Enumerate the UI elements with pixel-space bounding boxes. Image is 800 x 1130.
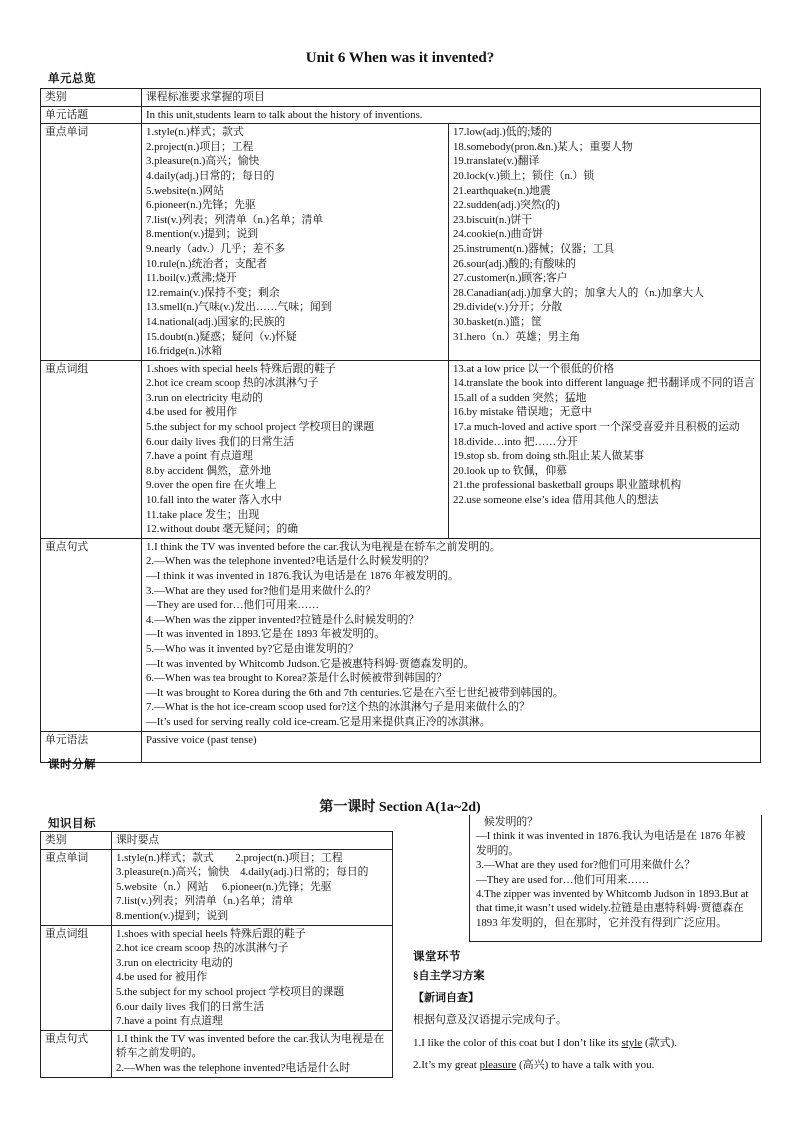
lesson-vocab-cell — [112, 849, 393, 925]
list-item: 6.our daily lives 我们的日常生活 — [116, 1000, 265, 1013]
list-item: 24.cookie(n.)曲奇饼 — [453, 228, 543, 241]
question-1-hint: (款式). — [642, 1037, 678, 1049]
list-item: 1.I think the TV was invented before the car.我认为电视是在轿车之前发明的。 — [146, 540, 501, 553]
list-item: 7.—What is the hot ice-cream scoop used for?这个热的冰淇淋勺子是用来做什么的？ — [146, 701, 530, 714]
list-item: 5.the subject for my school project 学校项目的课题 — [116, 985, 345, 998]
list-item: 16.fridge(n.)冰箱 — [146, 345, 223, 358]
list-item: 11.take place 发生；出现 — [146, 508, 260, 521]
list-item: 3.pleasure(n.)高兴；愉快 4.daily(adj.)日常的；每日的 — [116, 866, 369, 879]
list-item: 1.style(n.)样式；款式 — [146, 126, 244, 139]
continued-sentence-box — [469, 815, 762, 942]
question-1 — [413, 1036, 677, 1051]
list-item: 6.—When was tea brought to Korea?茶是什么时候被带到韩国的？ — [146, 672, 448, 685]
list-item: 2.hot ice cream scoop 热的冰淇淋勺子 — [116, 942, 289, 955]
list-item: 3.—What are they used for?他们是用来做什么的？ — [146, 584, 376, 597]
list-item: 14.national(adj.)国家的;民族的 — [146, 315, 286, 328]
list-item: 25.instrument(n.)器械；仪器；工具 — [453, 242, 615, 255]
list-item: 4.be used for 被用作 — [146, 406, 238, 419]
grammar-label: 单元语法 — [41, 731, 142, 762]
list-item: 5.the subject for my school project 学校项目的课题 — [146, 421, 375, 434]
list-item: 14.translate the book into different language 把书翻译成不同的语言 — [453, 377, 755, 390]
phrase-label: 重点词组 — [41, 360, 142, 538]
list-item: 4.be used for 被用作 — [116, 971, 208, 984]
list-item: 3.pleasure(n.)高兴；愉快 — [146, 155, 260, 168]
grammar-text: Passive voice (past tense) — [142, 731, 761, 762]
list-item: 20.lock(v.)锁上；锁住（n.）锁 — [453, 169, 595, 182]
list-item: 31.hero（n.）英雄；男主角 — [453, 330, 581, 343]
list-item: 19.translate(v.)翻译 — [453, 155, 540, 168]
lesson-table — [40, 831, 393, 1078]
overview-table — [40, 88, 761, 763]
lesson-sentence-label: 重点句式 — [41, 1030, 112, 1077]
list-item: 8.mention(v.)提到；说到 — [116, 909, 229, 922]
list-item: 21.earthquake(n.)地震 — [453, 184, 551, 197]
list-item: 22.use someone else’s idea 借用其他人的想法 — [453, 494, 659, 507]
list-item: 2.hot ice cream scoop 热的冰淇淋勺子 — [146, 377, 319, 390]
list-item: 27.customer(n.)顾客;客户 — [453, 272, 568, 285]
list-item: 2.—When was the telephone invented?电话是什么时候发明的？ — [146, 555, 435, 568]
list-item: 17.a much-loved and active sport 一个深受喜爱并且积极的运动 — [453, 421, 740, 434]
list-item: 1.style(n.)样式；款式 2.project(n.)项目；工程 — [116, 851, 343, 864]
list-item: 5.website（n.）网站 6.pioneer(n.)先锋；先驱 — [116, 880, 332, 893]
list-item: 3.—What are they used for?他们可用来做什么？ — [476, 859, 696, 872]
list-item: 7.have a point 有点道理 — [116, 1015, 223, 1028]
list-item: 9.over the open fire 在火堆上 — [146, 479, 277, 492]
list-item: 8.mention(v.)提到；说到 — [146, 228, 259, 241]
list-item: 13.smell(n.)气味(v.)发出……气味；闻到 — [146, 301, 332, 314]
header-category: 类别 — [41, 89, 142, 107]
phrase-left-cell — [142, 360, 449, 538]
list-item: 1.I think the TV was invented before the car.我认为电视是在轿车之前发明的。 — [116, 1032, 385, 1060]
list-item: 1.shoes with special heels 特殊后跟的鞋子 — [146, 362, 336, 375]
list-item: 7.have a point 有点道理 — [146, 450, 253, 463]
list-item: 18.divide…into 把……分开 — [453, 435, 578, 448]
vocab-label: 重点单词 — [41, 124, 142, 361]
instruction: 根据句意及汉语提示完成句子。 — [413, 1014, 567, 1026]
topic-label: 单元话题 — [41, 106, 142, 124]
vocab-right-cell — [449, 124, 761, 361]
list-item: 29.divide(v.)分开；分散 — [453, 301, 563, 314]
list-item: 2.—When was the telephone invented?电话是什么时 — [116, 1061, 351, 1074]
topic-text: In this unit,students learn to talk about the history of inventions. — [142, 106, 761, 124]
list-item: 4.daily(adj.)日常的；每日的 — [146, 169, 275, 182]
list-item: 3.run on electricity 电动的 — [146, 391, 263, 404]
self-study-heading: §自主学习方案 — [413, 970, 485, 982]
phrase-right-cell — [449, 360, 761, 538]
list-item: 19.stop sb. from doing sth.阻止某人做某事 — [453, 450, 645, 463]
list-item: 26.sour(adj.)酸的;有酸味的 — [453, 257, 576, 270]
lesson-header-category: 类别 — [41, 832, 112, 850]
lesson-vocab-label: 重点单词 — [41, 849, 112, 925]
list-item: 7.list(v.)列表；列清单（n.)名单；清单 — [146, 213, 324, 226]
list-item: 6.our daily lives 我们的日常生活 — [146, 435, 295, 448]
list-item: 15.all of a sudden 突然；猛地 — [453, 391, 587, 404]
list-item: 22.sudden(adj.)突然(的) — [453, 199, 560, 212]
vocab-left-cell — [142, 124, 449, 361]
list-item: 10.rule(n.)统治者；支配者 — [146, 257, 268, 270]
question-2-hint: (高兴) to have a talk with you. — [516, 1059, 655, 1071]
sentence-label: 重点句式 — [41, 538, 142, 731]
knowledge-heading: 知识目标 — [48, 816, 96, 830]
list-item: —It was invented by Whitcomb Judson.它是被惠特科姆·贾德森发明的。 — [146, 657, 475, 670]
list-item: 23.biscuit(n.)饼干 — [453, 213, 533, 226]
list-item: 13.at a low price 以一个很低的价格 — [453, 362, 615, 375]
question-2-answer: pleasure — [479, 1059, 517, 1071]
list-item: 30.basket(n.)篮；筐 — [453, 315, 542, 328]
list-item: 16.by mistake 错误地；无意中 — [453, 406, 592, 419]
list-item: 7.list(v.)列表；列清单（n.)名单；清单 — [116, 895, 294, 908]
list-item: —They are used for…他们可用来…… — [476, 873, 650, 886]
question-1-text: 1.I like the color of this coat but I don’t like its — [413, 1037, 622, 1049]
question-2 — [413, 1058, 654, 1073]
list-item: 4.—When was the zipper invented?拉链是什么时候发明的？ — [146, 613, 420, 626]
list-item: 3.run on electricity 电动的 — [116, 956, 233, 969]
overview-heading: 单元总览 — [48, 71, 96, 85]
page-title: Unit 6 When was it invented? — [305, 50, 495, 66]
lesson-phrase-label: 重点词组 — [41, 925, 112, 1030]
question-1-answer: style — [621, 1037, 643, 1049]
sentence-cell — [142, 538, 761, 731]
section-title: 第一课时 Section A(1a~2d) — [319, 800, 481, 815]
list-item: 5.website(n.)网站 — [146, 184, 224, 197]
lesson-sentence-cell — [112, 1030, 393, 1077]
list-item: 候发明的？ — [484, 816, 538, 828]
list-item: —I think it was invented in 1876.我认为电话是在 1876 年被发明的。 — [146, 570, 459, 582]
list-item: 17.low(adj.)低的;矮的 — [453, 126, 552, 139]
list-item: 10.fall into the water 落入水中 — [146, 494, 282, 507]
list-item: —It’s used for serving really cold ice-cream.它是用来提供真正冷的冰淇淋。 — [146, 715, 491, 728]
list-item: 1.shoes with special heels 特殊后跟的鞋子 — [116, 927, 306, 940]
list-item: 18.somebody(pron.&n.)某人；重要人物 — [453, 140, 633, 153]
class-heading: 课堂环节 — [413, 949, 461, 963]
lesson-heading: 课时分解 — [48, 757, 96, 771]
list-item: 8.by accident 偶然，意外地 — [146, 464, 272, 477]
list-item: 9.nearly（adv.）几乎；差不多 — [146, 242, 286, 255]
list-item: 15.doubt(n.)疑惑；疑问（v.)怀疑 — [146, 330, 297, 343]
lesson-header-points: 课时要点 — [112, 832, 393, 850]
list-item: 4.The zipper was invented by Whitcomb Judson in 1893.But at that time,it wasn’t used widely.拉链是由惠特科姆·贾德森在 1893 年发明的，但在那时，它并没有得到广泛应用。 — [476, 888, 749, 929]
list-item: —It was invented in 1893.它是在 1893 年被发明的。 — [146, 628, 386, 641]
list-item: 12.without doubt 毫无疑问；的确 — [146, 523, 299, 536]
header-items: 课程标准要求掌握的项目 — [142, 89, 761, 107]
list-item: 12.remain(v.)保持不变；剩余 — [146, 286, 280, 299]
list-item: 20.look up to 钦佩，仰慕 — [453, 464, 567, 477]
list-item: 2.project(n.)项目；工程 — [146, 140, 254, 153]
list-item: —I think it was invented in 1876.我认为电话是在 1876 年被发明的。 — [476, 830, 746, 857]
list-item: 5.—Who was it invented by?它是由谁发明的？ — [146, 642, 359, 655]
list-item: 11.boil(v.)煮沸;烧开 — [146, 272, 237, 285]
list-item: 6.pioneer(n.)先锋；先驱 — [146, 199, 256, 212]
list-item: 21.the professional basketball groups 职业篮球机构 — [453, 479, 682, 492]
question-2-text: 2.It’s my great — [413, 1059, 480, 1071]
list-item: —They are used for…他们可用来…… — [146, 599, 320, 612]
list-item: —It was brought to Korea during the 6th and 7th centuries.它是在六至七世纪被带到韩国的。 — [146, 686, 564, 699]
new-words-heading: 【新词自查】 — [413, 992, 479, 1004]
lesson-phrase-cell — [112, 925, 393, 1030]
list-item: 28.Canadian(adj.)加拿大的；加拿大人的（n.)加拿大人 — [453, 286, 704, 299]
